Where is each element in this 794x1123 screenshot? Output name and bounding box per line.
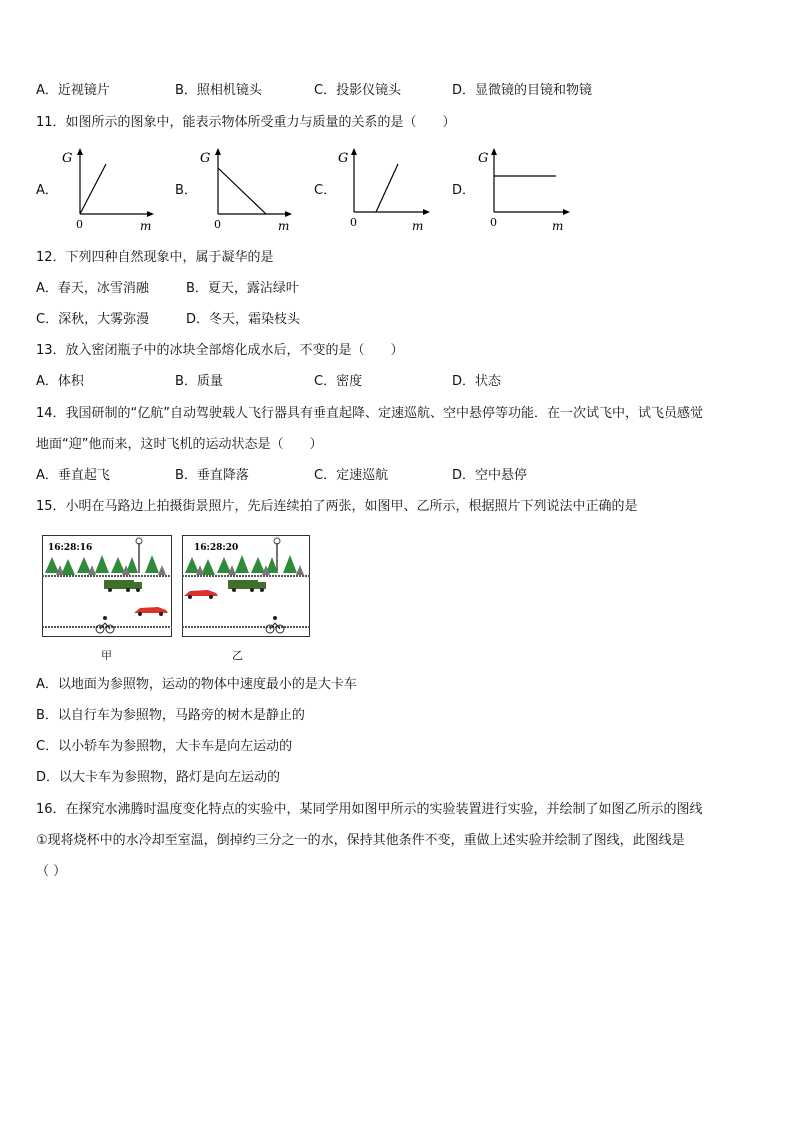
q15-option-a: A．以地面为参照物，运动的物体中速度最小的是大卡车	[36, 677, 357, 692]
q15-stem: 15．小明在马路边上拍摄街景照片，先后连续拍了两张，如图甲、乙所示，根据照片下列说法中正确的是	[36, 499, 638, 514]
q13-option-c: C．密度	[314, 374, 363, 389]
q11-graph-a	[58, 146, 158, 232]
q13-option-b: B．质量	[175, 374, 223, 389]
q16-stem-line3: （ ）	[36, 864, 67, 879]
origin-label: 0	[350, 216, 357, 229]
q11-graph-d	[474, 146, 574, 232]
q13-stem: 13．放入密闭瓶子中的冰块全部熔化成水后，不变的是（ ）	[36, 343, 404, 358]
axis-x-label: m	[552, 219, 564, 232]
timestamp: 16:28:16	[48, 543, 93, 553]
q11-label-b: B．	[175, 183, 197, 198]
q15-option-b: B．以自行车为参照物，马路旁的树木是静止的	[36, 708, 305, 723]
q15-option-c: C．以小轿车为参照物，大卡车是向左运动的	[36, 739, 293, 754]
q11-label-c: C．	[314, 183, 337, 198]
q14-stem-line1: 14．我国研制的“亿航”自动驾驶载人飞行器具有垂直起降、定速巡航、空中悬停等功能．在一次试飞中，试飞员感觉	[36, 406, 704, 421]
q13-option-d: D．状态	[452, 374, 502, 389]
q12-option-c: C．深秋，大雾弥漫	[36, 312, 150, 327]
q12-option-b: B．夏天，露沾绿叶	[186, 281, 299, 296]
origin-label: 0	[490, 216, 497, 229]
q11-stem: 11．如图所示的图象中，能表示物体所受重力与质量的关系的是（ ）	[36, 115, 456, 130]
q15-option-d: D．以大卡车为参照物，路灯是向左运动的	[36, 770, 281, 785]
q15-caption-jia: 甲	[101, 649, 112, 662]
q15-caption-yi: 乙	[232, 649, 243, 662]
q15-photo-jia	[42, 535, 172, 637]
origin-label: 0	[214, 218, 221, 231]
q11-label-a: A．	[36, 183, 58, 198]
axis-x-label: m	[412, 219, 424, 232]
q12-option-d: D．冬天，霜染枝头	[186, 312, 301, 327]
q14-option-b: B．垂直降落	[175, 468, 249, 483]
q14-stem-line2: 地面“迎”他而来，这时飞机的运动状态是（ ）	[36, 437, 323, 452]
q10-option-d: D．显微镜的目镜和物镜	[452, 83, 593, 98]
axis-y-label: G	[62, 151, 73, 166]
q10-option-b: B．照相机镜头	[175, 83, 262, 98]
axis-y-label: G	[478, 151, 489, 166]
q11-graph-b	[196, 146, 296, 232]
axis-y-label: G	[338, 151, 349, 166]
q14-option-a: A．垂直起飞	[36, 468, 110, 483]
q11-label-d: D．	[452, 183, 476, 198]
q16-stem-line1: 16．在探究水沸腾时温度变化特点的实验中，某同学用如图甲所示的实验装置进行实验，并绘制了如图乙所示的图线	[36, 802, 703, 817]
axis-x-label: m	[140, 219, 152, 232]
axis-y-label: G	[200, 151, 211, 166]
q11-graph-c	[334, 146, 434, 232]
q16-stem-line2: ①现将烧杯中的水冷却至室温，倒掉约三分之一的水，保持其他条件不变，重做上述实验并绘制了图线，此图线是	[36, 833, 685, 848]
axis-x-label: m	[278, 219, 290, 232]
origin-label: 0	[76, 218, 83, 231]
timestamp: 16:28:20	[194, 543, 239, 553]
q10-option-a: A．近视镜片	[36, 83, 110, 98]
q10-option-c: C．投影仪镜头	[314, 83, 402, 98]
q12-option-a: A．春天，冰雪消融	[36, 281, 149, 296]
q14-option-d: D．空中悬停	[452, 468, 528, 483]
q14-option-c: C．定速巡航	[314, 468, 389, 483]
q15-photo-yi	[182, 535, 310, 637]
q13-option-a: A．体积	[36, 374, 84, 389]
q12-stem: 12．下列四种自然现象中，属于凝华的是	[36, 250, 274, 265]
